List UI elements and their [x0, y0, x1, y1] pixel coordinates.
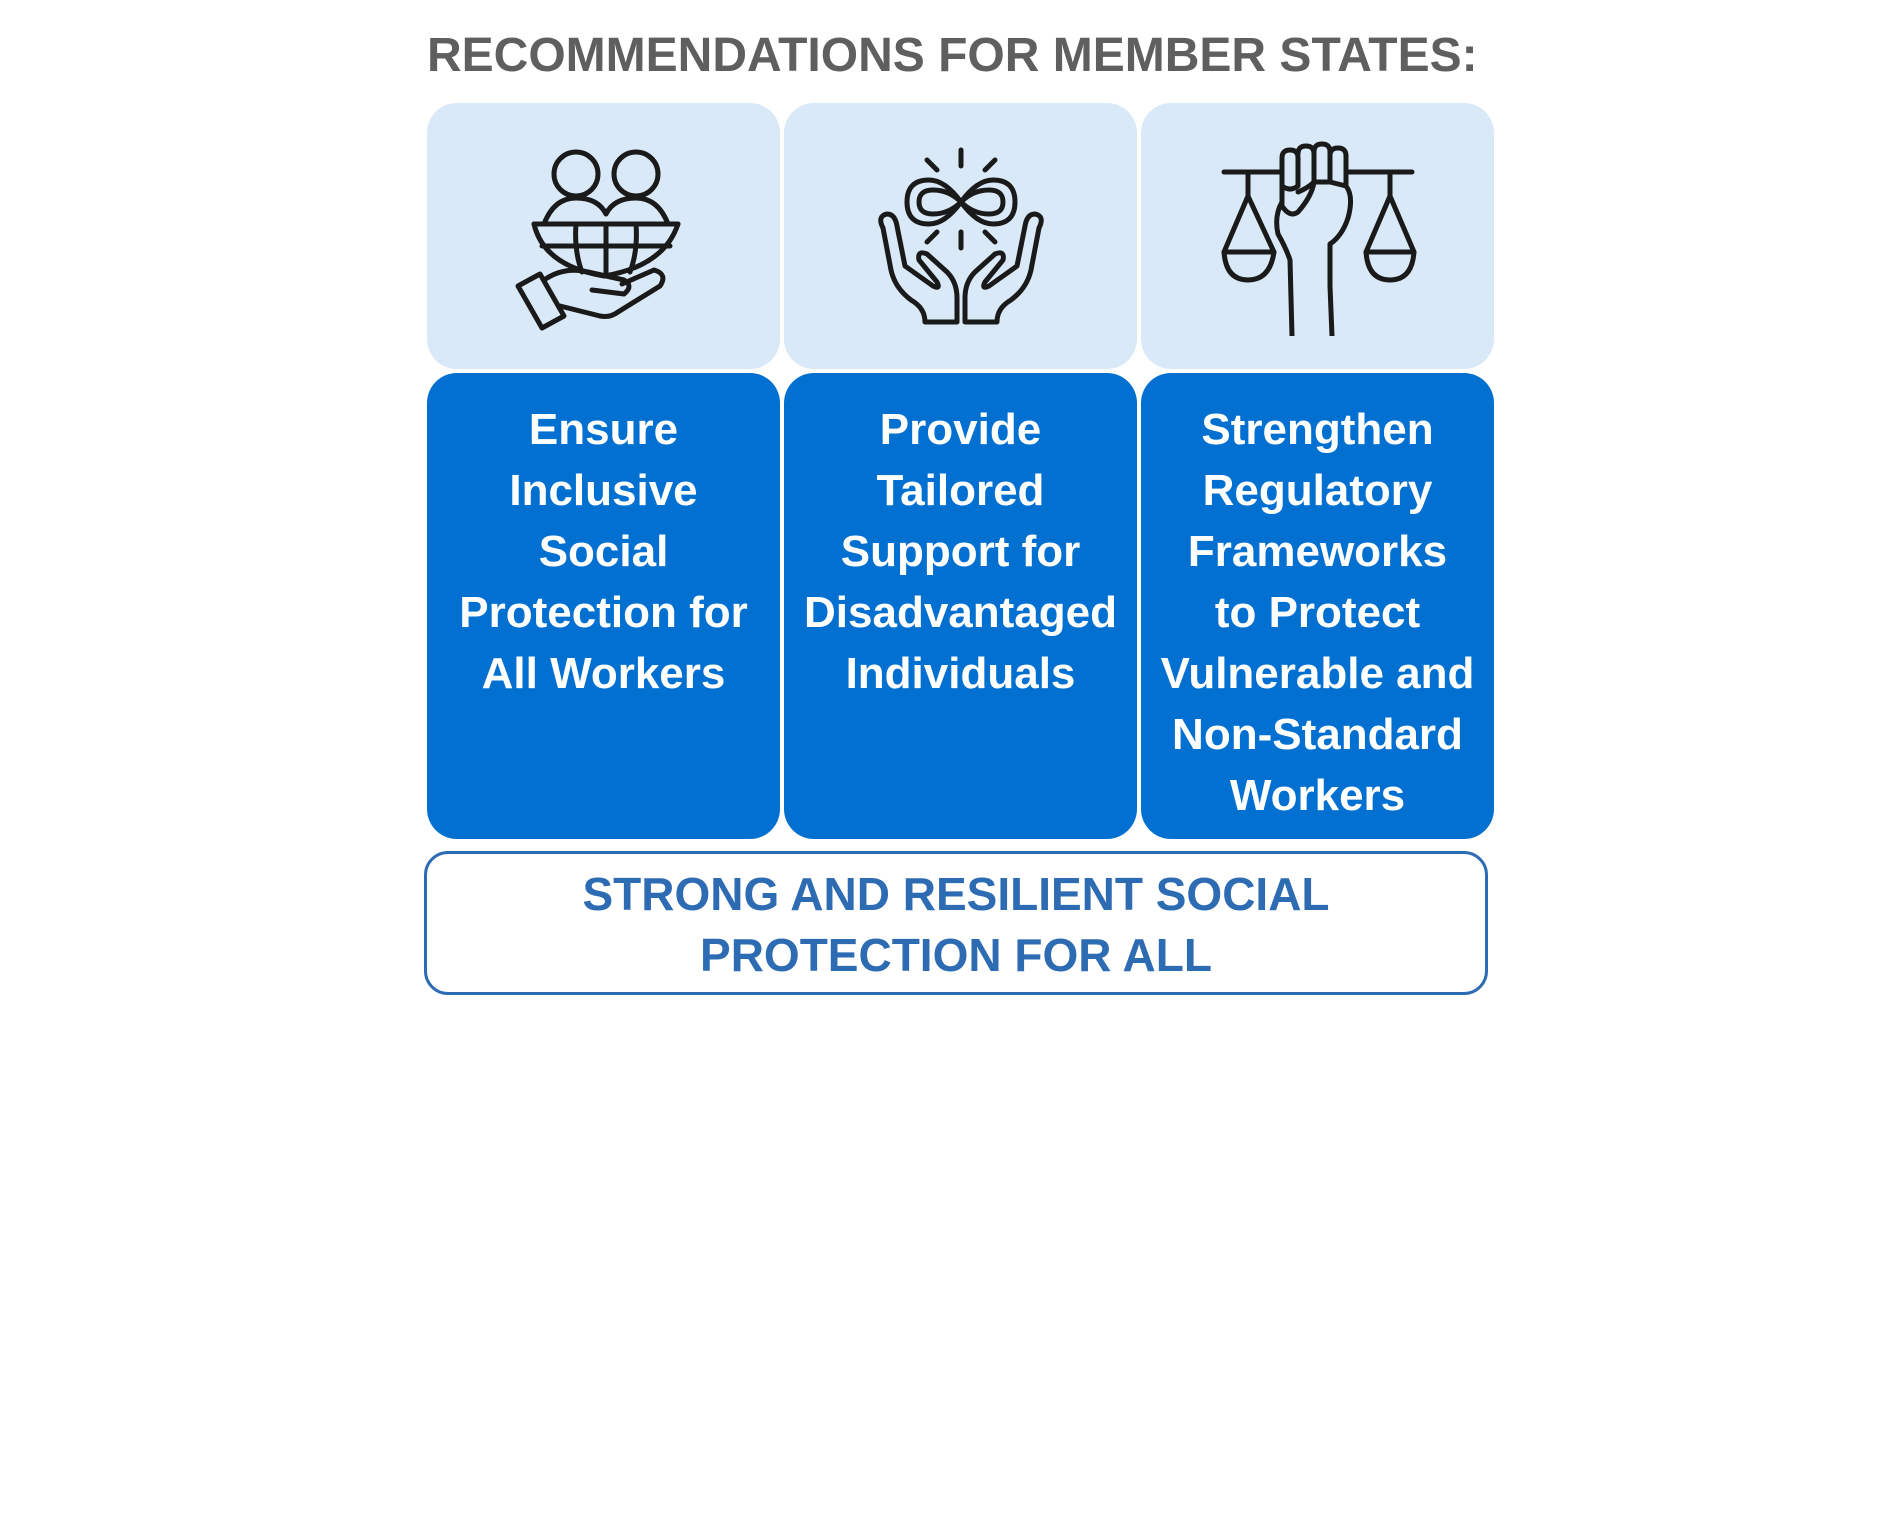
- recommendation-line: Tailored: [876, 466, 1045, 515]
- icon-panel-inclusive: [427, 103, 780, 369]
- icon-panel-tailored: [784, 103, 1137, 369]
- recommendation-line: Individuals: [845, 649, 1076, 698]
- recommendation-line: Non-Standard: [1172, 710, 1463, 759]
- page-title: RECOMMENDATIONS FOR MEMBER STATES:: [427, 29, 1478, 82]
- recommendation-line: Inclusive: [509, 466, 698, 515]
- recommendation-line: All Workers: [481, 649, 726, 698]
- recommendation-regulatory: [1141, 373, 1494, 839]
- recommendation-line: Provide: [879, 405, 1042, 454]
- goal-banner-line: PROTECTION FOR ALL: [700, 929, 1212, 981]
- recommendation-line: Support for: [840, 527, 1081, 576]
- recommendation-line: Frameworks: [1187, 527, 1448, 576]
- recommendation-line: Disadvantaged: [804, 588, 1117, 637]
- hand-holding-people-globe-icon: [504, 136, 704, 336]
- recommendation-line: Protection for: [459, 588, 748, 637]
- fist-scales-justice-icon: [1218, 136, 1418, 336]
- recommendation-line: Strengthen: [1201, 405, 1434, 454]
- hands-infinity-icon: [861, 136, 1061, 336]
- recommendation-line: to Protect: [1214, 588, 1421, 637]
- recommendation-line: Workers: [1229, 771, 1406, 820]
- recommendation-inclusive: [427, 373, 780, 839]
- recommendation-line: Social: [538, 527, 669, 576]
- recommendation-line: Ensure: [528, 405, 679, 454]
- recommendation-line: Vulnerable and: [1160, 649, 1475, 698]
- goal-banner-line: STRONG AND RESILIENT SOCIAL: [582, 868, 1330, 920]
- icon-panel-regulatory: [1141, 103, 1494, 369]
- goal-banner: [424, 851, 1488, 995]
- recommendation-tailored: [784, 373, 1137, 839]
- recommendation-line: Regulatory: [1202, 466, 1433, 515]
